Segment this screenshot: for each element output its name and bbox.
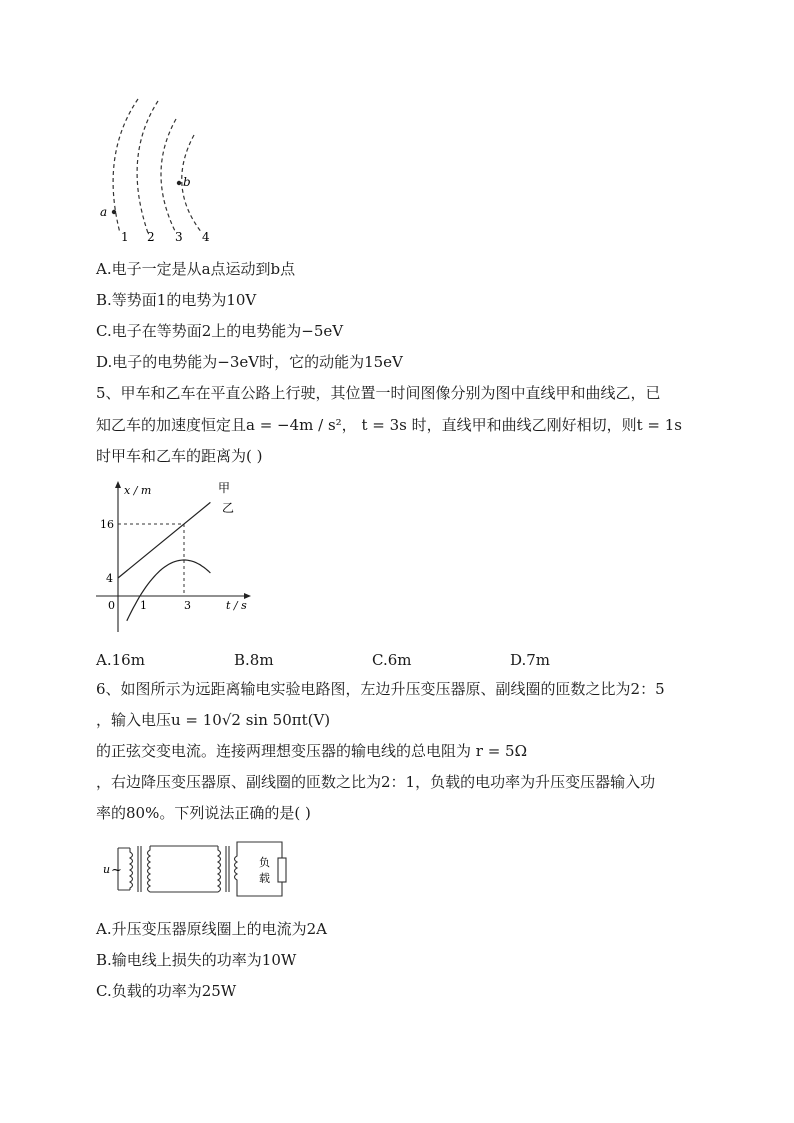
transmission-circuit-diagram xyxy=(100,838,296,900)
x-axis-arrow xyxy=(115,481,121,488)
equipotential-curve-1 xyxy=(113,99,138,233)
source-label-u: u xyxy=(103,863,111,876)
equipotential-curve-3 xyxy=(161,119,176,233)
series-label-yi: 乙 xyxy=(222,501,235,515)
q6-stem-line-4: ，右边降压变压器原、副线圈的匝数之比为2：1，负载的电功率为升压变压器输入功 xyxy=(96,773,656,791)
q6-stem-line-1: 6、如图所示为远距离输电实验电路图，左边升压变压器原、副线圈的匝数之比为2：5 xyxy=(96,680,665,698)
x-tick-3: 3 xyxy=(184,599,191,612)
series-label-jia: 甲 xyxy=(218,481,231,495)
q5-option-d: D.7m xyxy=(510,651,551,669)
position-time-chart xyxy=(96,478,256,638)
y-tick-16: 16 xyxy=(100,518,114,531)
x-axis-label: t / s xyxy=(226,599,247,612)
y-axis-label: x / m xyxy=(124,484,152,497)
q6-option-b: B.输电线上损失的功率为10W xyxy=(96,951,297,969)
load-loop xyxy=(237,842,282,896)
stepup-primary-coil xyxy=(130,848,133,890)
q5-stem-line-1: 5、甲车和乙车在平直公路上行驶，其位置一时间图像分别为图中直线甲和曲线乙，已 xyxy=(96,384,661,402)
q4-option-a: A.电子一定是从a点运动到b点 xyxy=(96,260,296,278)
stepup-secondary-coil xyxy=(148,846,151,892)
q5-stem-line-3: 时甲车和乙车的距离为( ) xyxy=(96,447,263,465)
point-a xyxy=(112,210,116,214)
q6-option-c: C.负载的功率为25W xyxy=(96,982,237,1000)
equipotential-curve-2 xyxy=(137,101,158,233)
q5-option-a: A.16m xyxy=(96,651,145,669)
q4-option-c: C.电子在等势面2上的电势能为−5eV xyxy=(96,322,344,340)
label-b: b xyxy=(183,175,191,189)
q5-option-c: C.6m xyxy=(372,651,412,669)
load-label-bottom: 载 xyxy=(259,872,270,885)
x-tick-1: 1 xyxy=(140,599,147,612)
equipotential-figure xyxy=(90,95,230,245)
q6-stem-line-2: ，输入电压u = 10√2 sin 50πt(V) xyxy=(96,711,331,729)
curve-label-2: 2 xyxy=(147,230,155,244)
curve-label-4: 4 xyxy=(202,230,210,244)
load-resistor xyxy=(278,858,286,882)
curve-label-1: 1 xyxy=(121,230,129,244)
q5-option-b: B.8m xyxy=(234,651,274,669)
q4-option-b: B.等势面1的电势为10V xyxy=(96,291,257,309)
load-label-top: 负 xyxy=(259,856,270,869)
label-a: a xyxy=(100,205,108,219)
q5-stem-line-2: 知乙车的加速度恒定且a = −4m / s²， t = 3s 时，直线甲和曲线乙刚好相切，则t = 1s xyxy=(96,416,682,434)
stepdown-secondary-coil xyxy=(235,852,238,886)
source-symbol-tilde: ~ xyxy=(111,863,122,878)
q6-option-a: A.升压变压器原线圈上的电流为2A xyxy=(96,920,327,938)
q6-stem-line-3: 的正弦交变电流。连接两理想变压器的输电线的总电阻为 r = 5Ω xyxy=(96,742,528,760)
y-tick-4: 4 xyxy=(106,572,113,585)
x-tick-0: 0 xyxy=(108,599,115,612)
q6-stem-line-5: 率的80%。下列说法正确的是( ) xyxy=(96,804,311,822)
curve-label-3: 3 xyxy=(175,230,183,244)
point-b xyxy=(177,181,181,185)
q4-option-d: D.电子的电势能为−3eV时，它的动能为15eV xyxy=(96,353,403,371)
stepdown-primary-coil xyxy=(218,846,221,892)
